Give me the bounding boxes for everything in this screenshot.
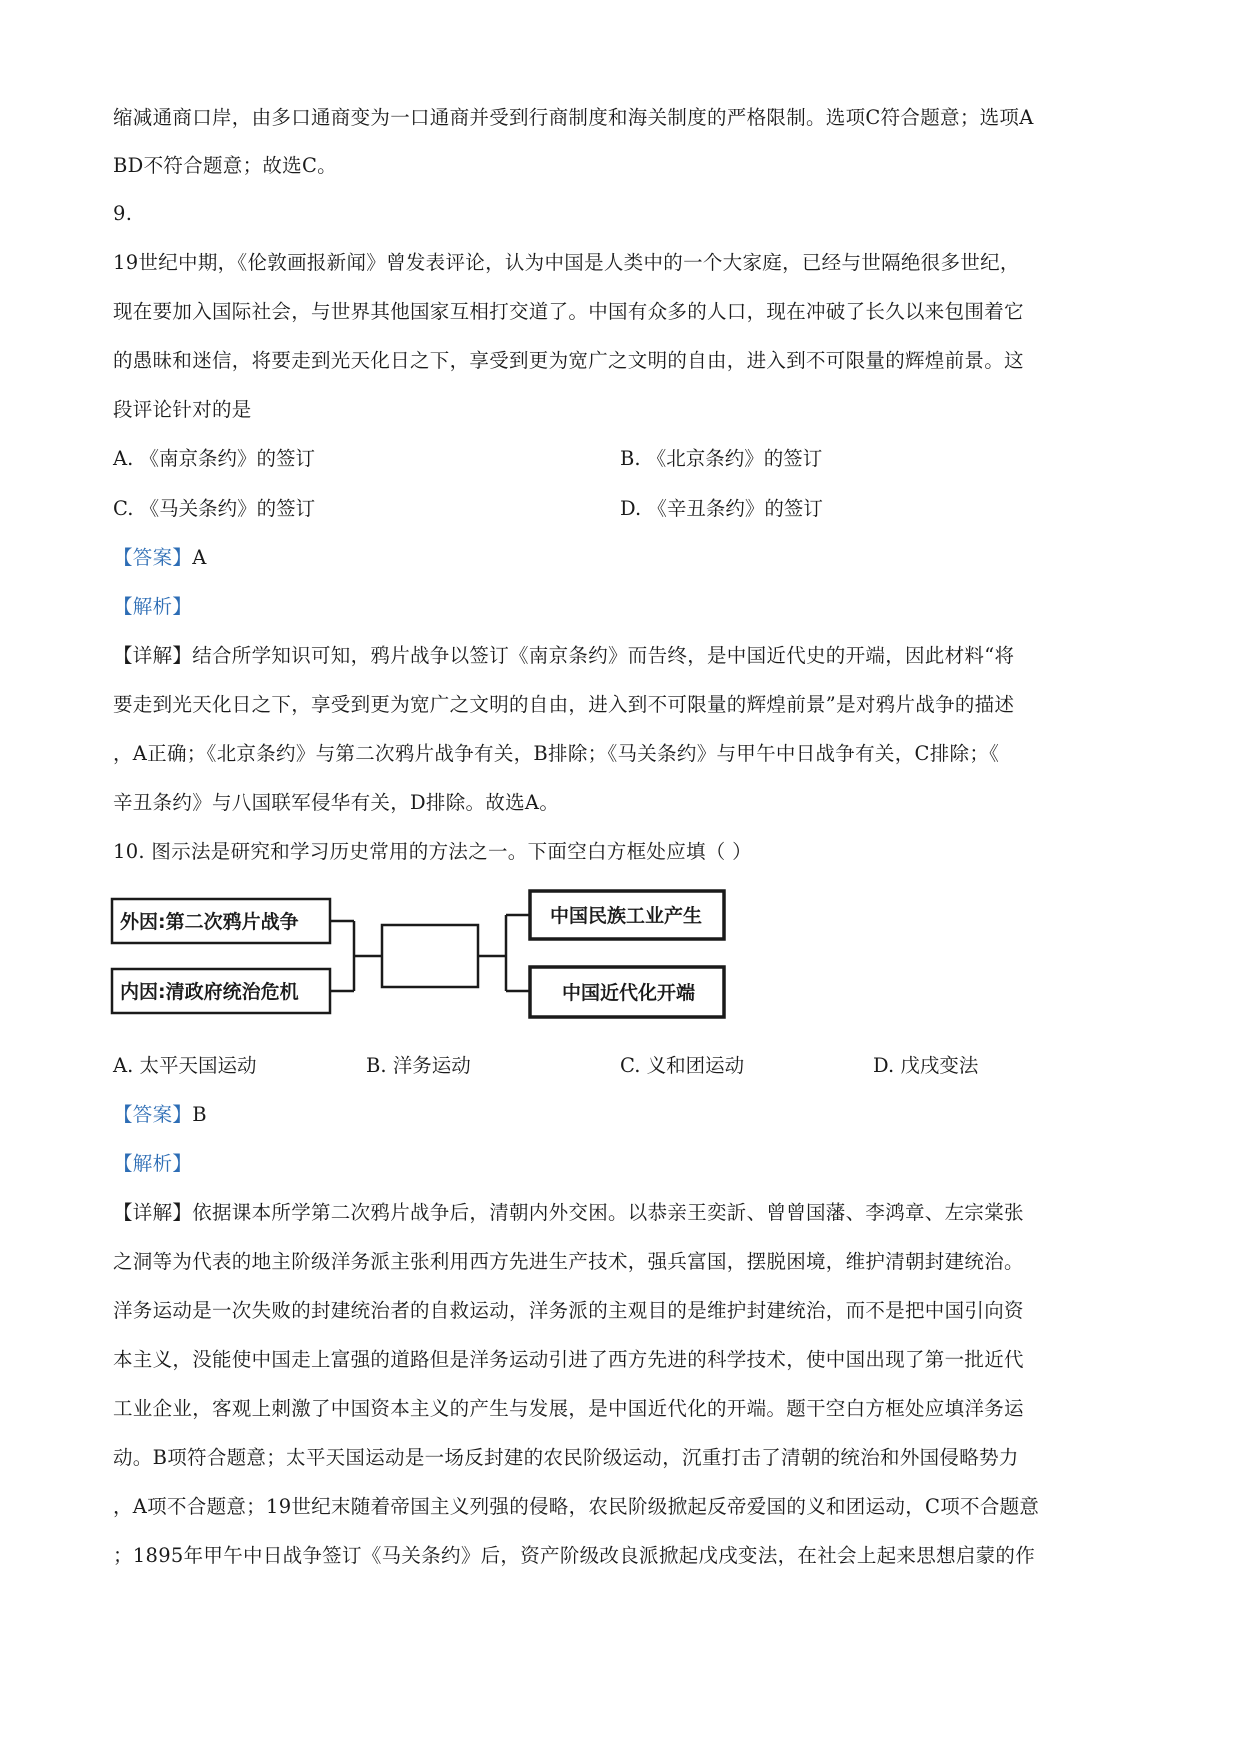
q10-option-b: B. 洋务运动 [366, 1054, 471, 1077]
q10-detail-line-4: 本主义，没能使中国走上富强的道路但是洋务运动引进了西方先进的科学技术，使中国出现了第一批近代 [113, 1348, 1024, 1371]
q10-detail-line-3: 洋务运动是一次失败的封建统治者的自救运动，洋务派的主观目的是维护封建统治，而不是把中国引向资 [113, 1299, 1024, 1322]
q10-detail-line-5: 工业企业，客观上刺激了中国资本主义的产生与发展，是中国近代化的开端。题干空白方框处应填洋务运 [113, 1397, 1024, 1420]
q10-answer-line [113, 1100, 1133, 1130]
intro-line-1: 缩减通商口岸，由多口通商变为一口通商并受到行商制度和海关制度的严格限制。选项C符合题意；选项A [113, 106, 1034, 129]
q10-detail-text-1: 依据课本所学第二次鸦片战争后，清朝内外交困。以恭亲王奕訢、曾曾国藩、李鸿章、左宗棠张 [192, 1201, 1024, 1224]
q9-detail-line-1 [113, 641, 1133, 671]
q9-analysis-label: 【解析】 [113, 595, 193, 618]
q10-detail-line-1 [113, 1198, 1133, 1228]
q10-cause-effect-diagram [110, 887, 730, 1037]
q9-detail-text-1: 结合所学知识可知，鸦片战争以签订《南京条约》而告终，是中国近代史的开端，因此材料“将 [192, 644, 1015, 667]
q9-answer-value: A [192, 546, 207, 569]
q9-option-a: A. 《南京条约》的签订 [113, 447, 315, 470]
q9-stem-line-3: 的愚昧和迷信，将要走到光天化日之下，享受到更为宽广之文明的自由，进入到不可限量的辉煌前景。这 [113, 349, 1024, 372]
diagram-text-right-top: 中国民族工业产生 [550, 905, 703, 927]
q9-detail-line-2: 要走到光天化日之下，享受到更为宽广之文明的自由，进入到不可限量的辉煌前景”是对鸦片战争的描述 [113, 693, 1015, 716]
diagram-svg [110, 887, 730, 1037]
q10-detail-line-2: 之洞等为代表的地主阶级洋务派主张利用西方先进生产技术，强兵富国，摆脱困境，维护清朝封建统治。 [113, 1250, 1024, 1273]
q10-stem: 10. 图示法是研究和学习历史常用的方法之一。下面空白方框处应填（ ） [113, 840, 752, 863]
q10-detail-line-8: ；1895年甲午中日战争签订《马关条约》后，资产阶级改良派掀起戊戌变法，在社会上起来思想启蒙的作 [113, 1544, 1036, 1567]
q9-detail-line-4: 辛丑条约》与八国联军侵华有关，D排除。故选A。 [113, 791, 560, 814]
q9-answer-line [113, 543, 1133, 573]
q9-stem-line-2: 现在要加入国际社会，与世界其他国家互相打交道了。中国有众多的人口，现在冲破了长久以来包围着它 [113, 300, 1024, 323]
q9-option-d: D. 《辛丑条约》的签订 [620, 497, 823, 520]
q10-analysis-label: 【解析】 [113, 1152, 193, 1175]
q9-stem-line-4: 段评论针对的是 [113, 398, 252, 421]
q10-option-c: C. 义和团运动 [620, 1054, 745, 1077]
q10-option-d: D. 戊戌变法 [873, 1054, 979, 1077]
q9-stem-line-1: 19世纪中期，《伦敦画报新闻》曾发表评论，认为中国是人类中的一个大家庭，已经与世隔绝很多世纪， [113, 251, 1020, 274]
q10-option-a: A. 太平天国运动 [113, 1054, 257, 1077]
q10-detail-line-6: 动。B项符合题意；太平天国运动是一场反封建的农民阶级运动，沉重打击了清朝的统治和外国侵略势力 [113, 1446, 1019, 1469]
diagram-text-left-bottom: 内因:清政府统治危机 [120, 981, 299, 1003]
q10-answer-label: 【答案】 [113, 1103, 193, 1126]
q10-answer-value: B [192, 1103, 207, 1126]
q9-option-b: B. 《北京条约》的签订 [620, 447, 823, 470]
q9-option-c: C. 《马关条约》的签订 [113, 497, 316, 520]
q9-number: 9. [113, 202, 133, 225]
q9-detail-line-3: ，A正确；《北京条约》与第二次鸦片战争有关，B排除；《马关条约》与甲午中日战争有关，C排除；《 [113, 742, 1000, 765]
q9-answer-label: 【答案】 [113, 546, 193, 569]
q10-detail-label: 【详解】 [113, 1201, 193, 1224]
q10-detail-line-7: ，A项不合题意；19世纪末随着帝国主义列强的侵略，农民阶级掀起反帝爱国的义和团运动，C项不合题意 [113, 1495, 1040, 1518]
q9-detail-label: 【详解】 [113, 644, 193, 667]
diagram-text-left-top: 外因:第二次鸦片战争 [120, 911, 299, 933]
diagram-text-right-bottom: 中国近代化开端 [562, 982, 696, 1004]
diagram-box-center-blank [382, 925, 478, 987]
intro-line-2: BD不符合题意；故选C。 [113, 154, 337, 177]
